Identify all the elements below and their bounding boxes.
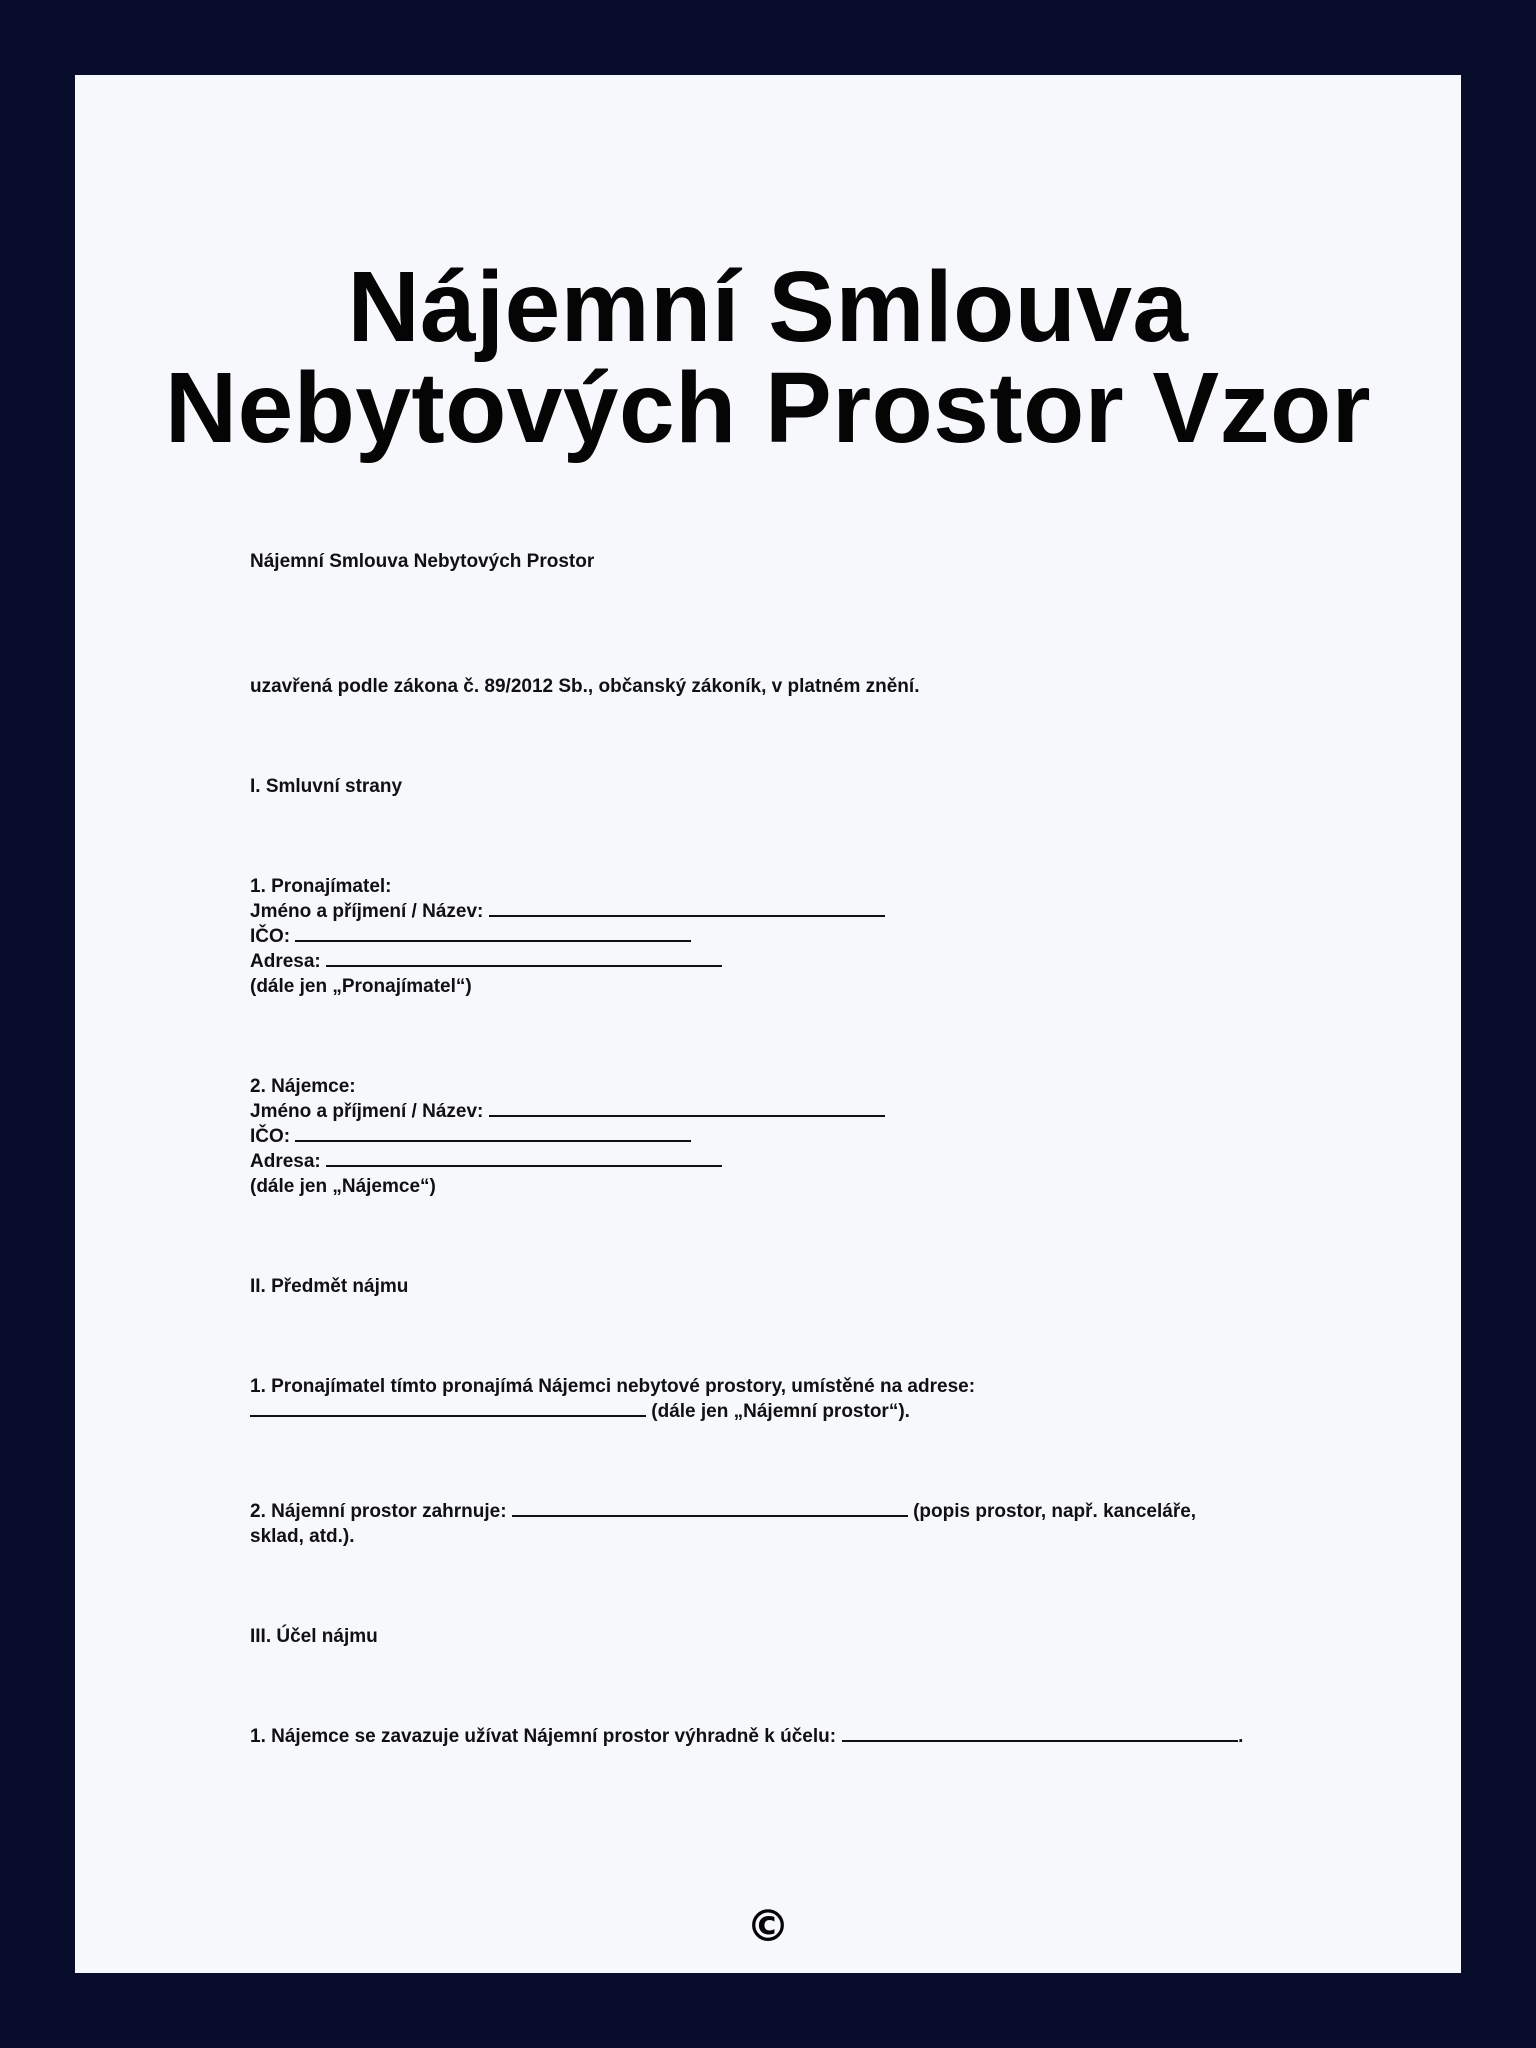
landlord-alias: (dále jen „Pronajímatel“) <box>250 976 472 997</box>
tenant-address-label: Adresa: <box>250 1151 321 1172</box>
page-title <box>75 251 1461 464</box>
tenant-ico-row <box>250 1124 1290 1149</box>
tenant-label: 2. Nájemce: <box>250 1076 356 1097</box>
landlord-name-row <box>250 899 1290 924</box>
purpose-blank[interactable] <box>842 1724 1238 1742</box>
copyright-icon: © <box>746 1901 790 1952</box>
section-2-title: II. Předmět nájmu <box>250 1276 409 1297</box>
section-2-p1-line-1: 1. Pronajímatel tímto pronajímá Nájemci nebytové prostory, umístěné na adrese: <box>250 1376 976 1397</box>
landlord-address-blank[interactable] <box>326 949 722 967</box>
landlord-block <box>250 874 1290 999</box>
tenant-address-blank[interactable] <box>326 1149 722 1167</box>
landlord-name-blank[interactable] <box>489 899 885 917</box>
landlord-label: 1. Pronajímatel: <box>250 876 392 897</box>
landlord-ico-label: IČO: <box>250 926 291 947</box>
landlord-ico-blank[interactable] <box>295 924 691 942</box>
document-page <box>75 75 1461 1973</box>
intro-paragraph: uzavřená podle zákona č. 89/2012 Sb., občanský zákoník, v platném znění. <box>250 676 920 697</box>
section-2-p1-suffix: (dále jen „Nájemní prostor“). <box>651 1401 910 1422</box>
section-3-p1-prefix: 1. Nájemce se zavazuje užívat Nájemní prostor výhradně k účelu: <box>250 1726 837 1747</box>
landlord-name-label: Jméno a příjmení / Název: <box>250 901 484 922</box>
tenant-name-row <box>250 1099 1290 1124</box>
contract-heading: Nájemní Smlouva Nebytových Prostor <box>250 551 595 572</box>
title-line-2: Nebytových Prostor Vzor <box>164 352 1372 464</box>
section-2-p1-line-2 <box>250 1399 1290 1424</box>
tenant-name-blank[interactable] <box>489 1099 885 1117</box>
section-3-p1-line <box>250 1724 1290 1749</box>
tenant-ico-label: IČO: <box>250 1126 291 1147</box>
section-2-paragraph-2 <box>250 1499 1290 1549</box>
tenant-name-label: Jméno a příjmení / Název: <box>250 1101 484 1122</box>
premises-description-blank[interactable] <box>512 1499 908 1517</box>
tenant-alias: (dále jen „Nájemce“) <box>250 1176 436 1197</box>
tenant-block <box>250 1074 1290 1199</box>
section-1-title: I. Smluvní strany <box>250 776 403 797</box>
section-3-paragraph-1 <box>250 1724 1290 1749</box>
rental-address-blank[interactable] <box>250 1399 646 1417</box>
tenant-ico-blank[interactable] <box>295 1124 691 1142</box>
landlord-ico-row <box>250 924 1290 949</box>
landlord-address-label: Adresa: <box>250 951 321 972</box>
section-2-p2-prefix: 2. Nájemní prostor zahrnuje: <box>250 1501 507 1522</box>
section-3-title: III. Účel nájmu <box>250 1626 378 1647</box>
section-2-paragraph-1 <box>250 1374 1290 1424</box>
tenant-address-row <box>250 1149 1290 1174</box>
section-2-p2-line-1 <box>250 1499 1290 1524</box>
section-2-p2-suffix: (popis prostor, např. kanceláře, <box>913 1501 1197 1522</box>
section-2-p2-line-2: sklad, atd.). <box>250 1526 355 1547</box>
landlord-address-row <box>250 949 1290 974</box>
title-line-1: Nájemní Smlouva <box>347 251 1189 363</box>
section-3-p1-suffix: . <box>1238 1726 1244 1747</box>
